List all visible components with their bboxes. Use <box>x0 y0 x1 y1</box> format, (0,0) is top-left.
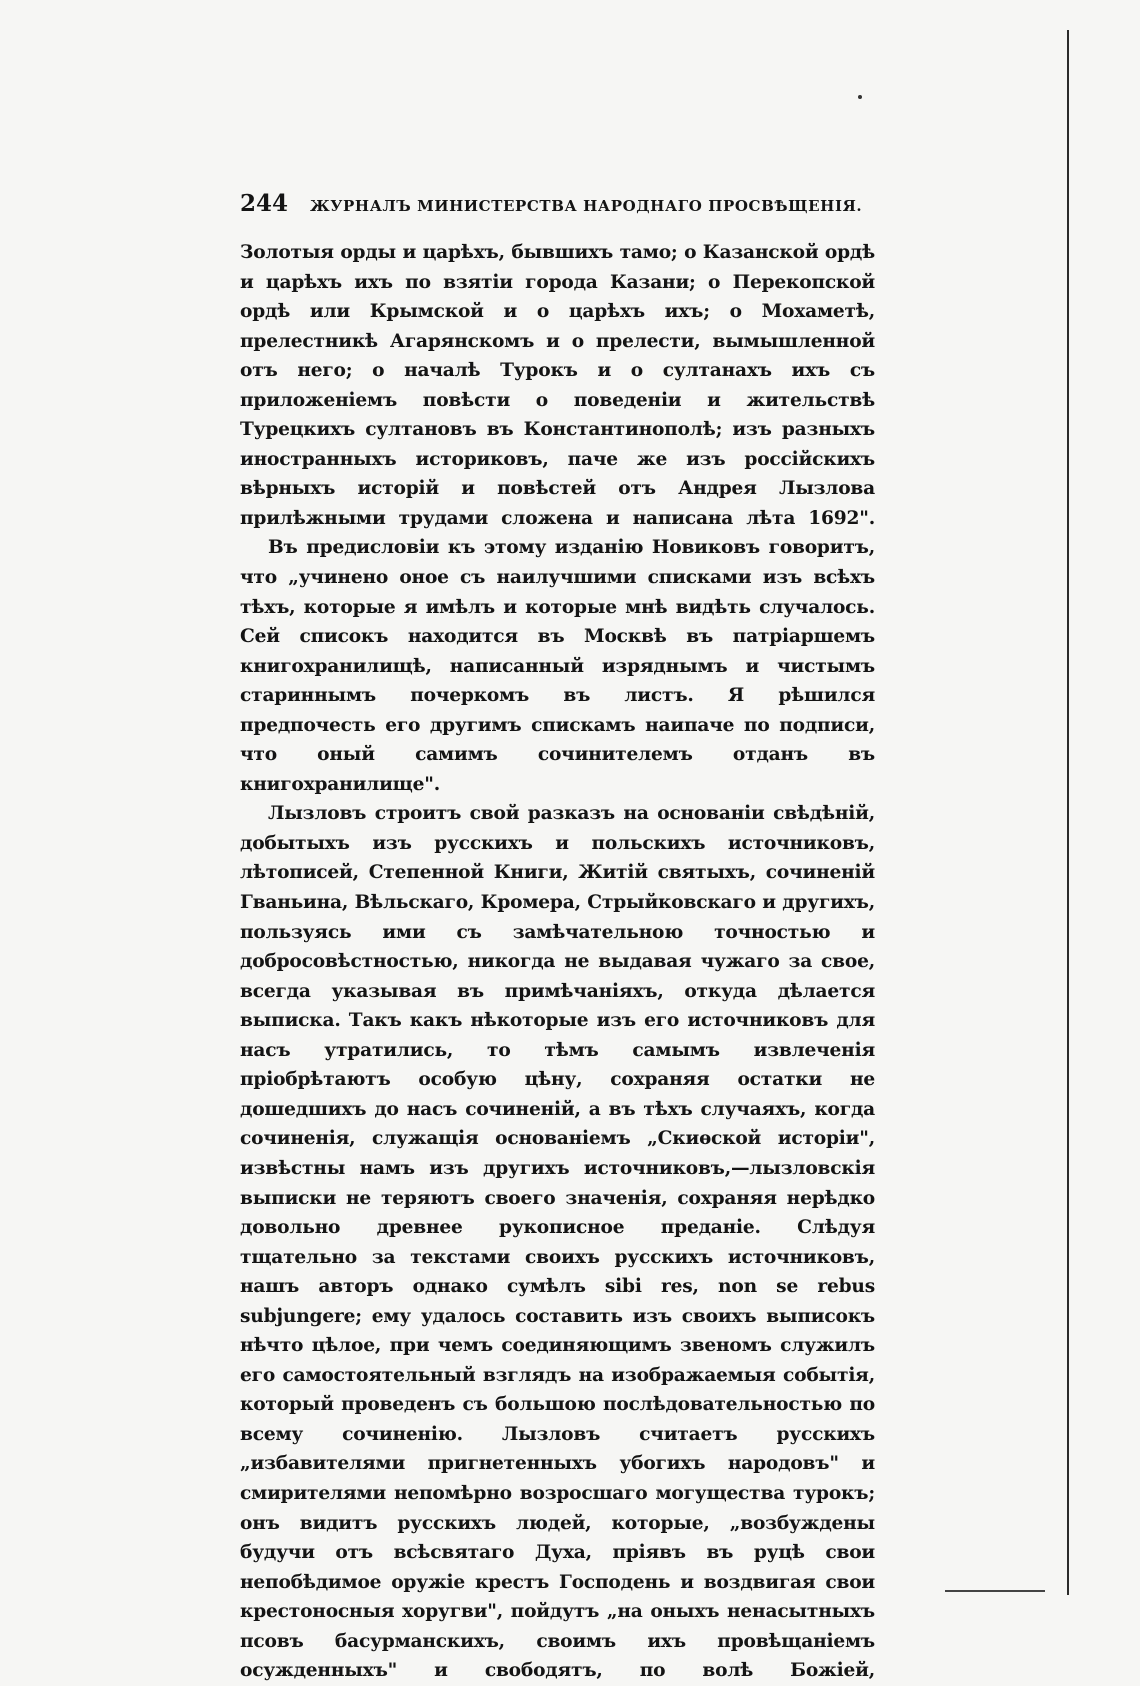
paragraph-1: Золотыя орды и царѣхъ, бывшихъ тамо; о Казанской ордѣ и царѣхъ ихъ по взятіи города Казани; о Перекопской ордѣ или Крымской и о царѣхъ ихъ; о Мохаметѣ, прелестникѣ Агарянскомъ и о прелести, вымышленной отъ него; о началѣ Турокъ и о султанахъ ихъ съ приложеніемъ повѣсти о поведеніи и жительствѣ Турецкихъ султановъ въ Константинополѣ; изъ разныхъ иностранныхъ историковъ, паче же изъ россійскихъ вѣрныхъ исторій и повѣстей отъ Андрея Лызлова прилѣжными трудами сложена и написана лѣта 1692". <box>240 242 875 529</box>
body-text <box>240 238 875 1686</box>
paragraph-3: Лызловъ строитъ свой разказъ на основаніи свѣдѣній, добытыхъ изъ русскихъ и польскихъ источниковъ, лѣтописей, Степенной Книги, Житій святыхъ, сочиненій Гваньина, Вѣльскаго, Кромера, Стрыйковскаго и другихъ, пользуясь ими съ замѣчательною точностью и добросовѣстностью, никогда не выдавая чужаго за свое, всегда указывая въ примѣчаніяхъ, откуда дѣлается выписка. Такъ какъ нѣкоторые изъ его источниковъ для насъ утратились, то тѣмъ самымъ извлеченія пріобрѣтаютъ особую цѣну, сохраняя остатки не дошедшихъ до насъ сочиненій, а въ тѣхъ случаяхъ, когда сочиненія, служащія основаніемъ „Скиѳской исторіи", извѣстны намъ изъ другихъ источниковъ,—лызловскія выписки не теряютъ своего значенія, сохраняя нерѣдко довольно древнее рукописное преданіе. Слѣдуя тщательно за текстами своихъ русскихъ источниковъ, нашъ авторъ однако сумѣлъ sibi res, non se rebus subjungere; ему удалось составить изъ своихъ выписокъ нѣчто цѣлое, при чемъ соединяющимъ звеномъ служилъ его самостоятельный взглядъ на изображаемыя событія, который проведенъ съ большою послѣдовательностью по всему сочиненію. Лызловъ считаетъ русскихъ „избавителями пригнетенныхъ убогихъ народовъ" и смирителями непомѣрно возросшаго могущества турокъ; онъ видитъ русскихъ людей, которые, „возбуждены будучи отъ всѣсвятаго Духа, пріявъ въ руцѣ свои непобѣдимое оружіе крестъ Господень и воздвигая свои крестоносныя хоругви", пойдутъ „на оныхъ ненасытныхъ псовъ басурманскихъ, своимъ ихъ провѣщаніемъ осужденныхъ" и свободятъ, по волѣ Божіей, <box>240 803 875 1682</box>
ink-speck <box>858 95 862 99</box>
page-edge-line <box>1067 30 1069 1595</box>
bottom-rule <box>945 1590 1045 1592</box>
page-header <box>240 190 875 226</box>
page-number: 244 <box>240 190 289 217</box>
paragraph-2: Въ предисловіи къ этому изданію Новиковъ говоритъ, что „учинено оное съ наилучшими списками изъ всѣхъ тѣхъ, которые я имѣлъ и которые мнѣ видѣть случалось. Сей списокъ находится въ Москвѣ въ патріаршемъ книгохранилищѣ, написанный изряднымъ и чистымъ стариннымъ почеркомъ въ листъ. Я рѣшился предпочесть его другимъ спискамъ наипаче по подписи, что оный самимъ сочинителемъ отданъ въ книгохранилище". <box>240 537 875 795</box>
running-title: ЖУРНАЛЪ МИНИСТЕРСТВА НАРОДНАГО ПРОСВѢЩЕНІЯ. <box>310 197 863 215</box>
